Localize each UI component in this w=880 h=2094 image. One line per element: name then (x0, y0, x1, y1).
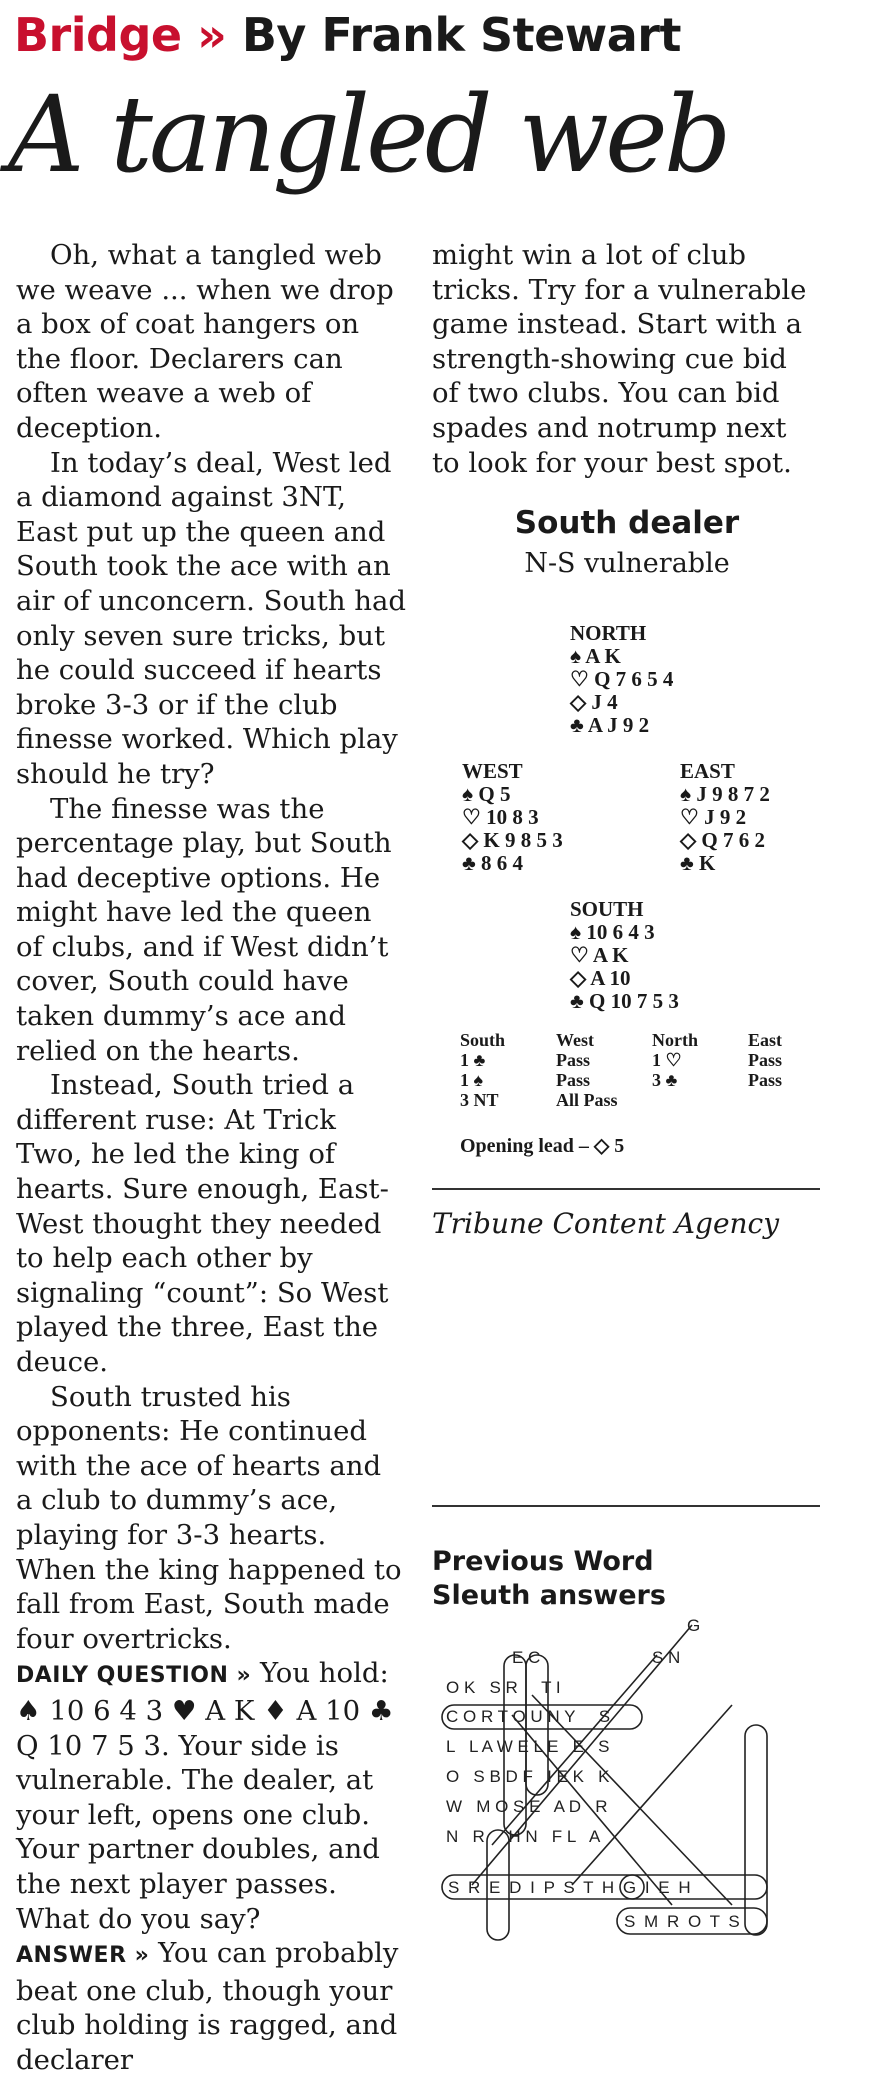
clubs-holding: ♣ K (680, 851, 716, 875)
grid-row: S R E D I P S T H G I E H (448, 1878, 693, 1897)
spades-holding: ♠ Q 5 (462, 782, 511, 806)
grid-row: W M O S E A D R (446, 1797, 608, 1816)
diamonds-holding: ◇ Q 7 6 2 (680, 828, 765, 852)
article-body-right (432, 238, 822, 480)
diamonds-holding: ◇ J 4 (570, 690, 618, 714)
headline: A tangled web (8, 73, 728, 196)
section-label: Bridge » (14, 8, 227, 62)
paragraph: In today’s deal, West led a diamond against 3NT, East put up the queen and South took the ace with an air of unconcern. South had only seven sure tricks, but he could succeed if hearts broke 3-3 or if the club finesse worked. Which play should he try? (16, 446, 406, 790)
answer-diagonal (572, 1705, 732, 1885)
answer-label: ANSWER » (16, 1943, 150, 1969)
grid-row: O K S R T I (446, 1678, 561, 1697)
auction-header: South (460, 1030, 506, 1050)
auction-bid: Pass (556, 1050, 591, 1070)
credit-line: Tribune Content Agency (432, 1207, 780, 1240)
opening-lead: Opening lead – ◇ 5 (460, 1135, 625, 1157)
auction-bid (652, 1090, 748, 1110)
paragraph: Oh, what a tangled web we weave ... when we drop a box of coat hangers on the floor. Declarers can often weave a web of deception. (16, 239, 394, 444)
word-sleuth-title-line: Previous Word (432, 1546, 654, 1577)
answer (16, 1936, 406, 2077)
answer-loop (745, 1725, 767, 1935)
grid-row: L L A W E L E E S (446, 1737, 610, 1756)
answer-text: You can probably beat one club, though your club holding is ragged, and declarer (16, 1937, 399, 2076)
spades-holding: ♠ 10 6 4 3 (570, 920, 655, 944)
hand-east (680, 760, 770, 875)
auction-header: East (748, 1030, 783, 1050)
clubs-holding: ♣ A J 9 2 (570, 713, 650, 737)
article-body-left (16, 238, 406, 2077)
clubs-holding: ♣ Q 10 7 5 3 (570, 989, 679, 1013)
grid-row: O S B D F I E K K (446, 1767, 610, 1786)
divider (432, 1505, 820, 1507)
word-sleuth-title-line: Sleuth answers (432, 1580, 666, 1611)
hearts-holding: ♡ J 9 2 (680, 805, 747, 829)
grid-letter: E C (512, 1648, 541, 1667)
diamonds-holding: ◇ A 10 (570, 966, 631, 990)
hearts-holding: ♡ 10 8 3 (462, 805, 539, 829)
auction-bid: Pass (748, 1070, 783, 1090)
hand-label: WEST (462, 759, 523, 783)
auction-header: North (652, 1030, 698, 1050)
auction-bid: Pass (748, 1050, 783, 1070)
auction-bid (748, 1090, 844, 1110)
auction-bid: 3 ♣ (652, 1070, 678, 1090)
clubs-holding: ♣ 8 6 4 (462, 851, 524, 875)
section-header (14, 8, 681, 62)
grid-letter: G (687, 1616, 701, 1635)
spades-holding: ♠ J 9 8 7 2 (680, 782, 770, 806)
divider (432, 1188, 820, 1190)
hand-south (570, 898, 679, 1013)
spades-holding: ♠ A K (570, 644, 621, 668)
hearts-holding: ♡ Q 7 6 5 4 (570, 667, 674, 691)
hearts-holding: ♡ A K (570, 943, 629, 967)
hand-label: SOUTH (570, 897, 644, 921)
auction-bid: All Pass (556, 1090, 618, 1110)
grid-letters (446, 1616, 742, 1931)
hand-north (570, 622, 673, 737)
question-label: DAILY QUESTION » (16, 1663, 252, 1689)
auction-bid: 1 ♠ (460, 1070, 484, 1090)
grid-row: C O R T O U N Y S (446, 1707, 611, 1726)
paragraph: might win a lot of club tricks. Try for a vulnerable game instead. Start with a strength-showing cue bid of two clubs. You can bid spades and notrump next to look for your best spot. (432, 239, 807, 479)
grid-letter: S N (652, 1648, 681, 1667)
auction-bid: Pass (556, 1070, 591, 1090)
word-sleuth-title (432, 1545, 666, 1613)
auction-header: West (556, 1030, 594, 1050)
paragraph: South trusted his opponents: He continued with the ace of hearts and a club to dummy’s ace, playing for 3-3 hearts. When the king happened to fall from East, South made four overtricks. (16, 1380, 402, 1655)
grid-row: N R H N F L A (446, 1827, 601, 1846)
word-sleuth-grid (432, 1615, 772, 2035)
byline: By Frank Stewart (241, 8, 681, 62)
hand-label: NORTH (570, 621, 647, 645)
word-sleuth-svg (432, 1615, 772, 2035)
paragraph: Instead, South tried a different ruse: At Trick Two, he led the king of hearts. Sure enough, East-West thought they needed to help each other by signaling “count”: So West played the three, East the deuce. (16, 1069, 389, 1378)
auction-bid: 3 NT (460, 1090, 499, 1110)
question-text: You hold: ♠ 10 6 4 3 ♥ A K ♦ A 10 ♣ Q 10 7 5 3. Your side is vulnerable. The dealer, at your left, opens one club. Your partner doubles, and the next player passes. What do you say? (16, 1657, 394, 1935)
hand-label: EAST (680, 759, 735, 783)
paragraph: The finesse was the percentage play, but South had deceptive options. He might have led the queen of clubs, and if West didn’t cover, South could have taken dummy’s ace and relied on the hearts. (16, 792, 392, 1067)
hand-west (462, 760, 563, 875)
diamonds-holding: ◇ K 9 8 5 3 (462, 828, 563, 852)
dealer-title: South dealer (514, 505, 740, 541)
daily-question (16, 1656, 406, 1936)
grid-row: S M R O T S (624, 1912, 742, 1931)
auction-bid: 1 ♡ (652, 1050, 682, 1070)
auction-table (460, 1030, 844, 1110)
auction-bid: 1 ♣ (460, 1050, 486, 1070)
vulnerability: N-S vulnerable (524, 548, 730, 579)
